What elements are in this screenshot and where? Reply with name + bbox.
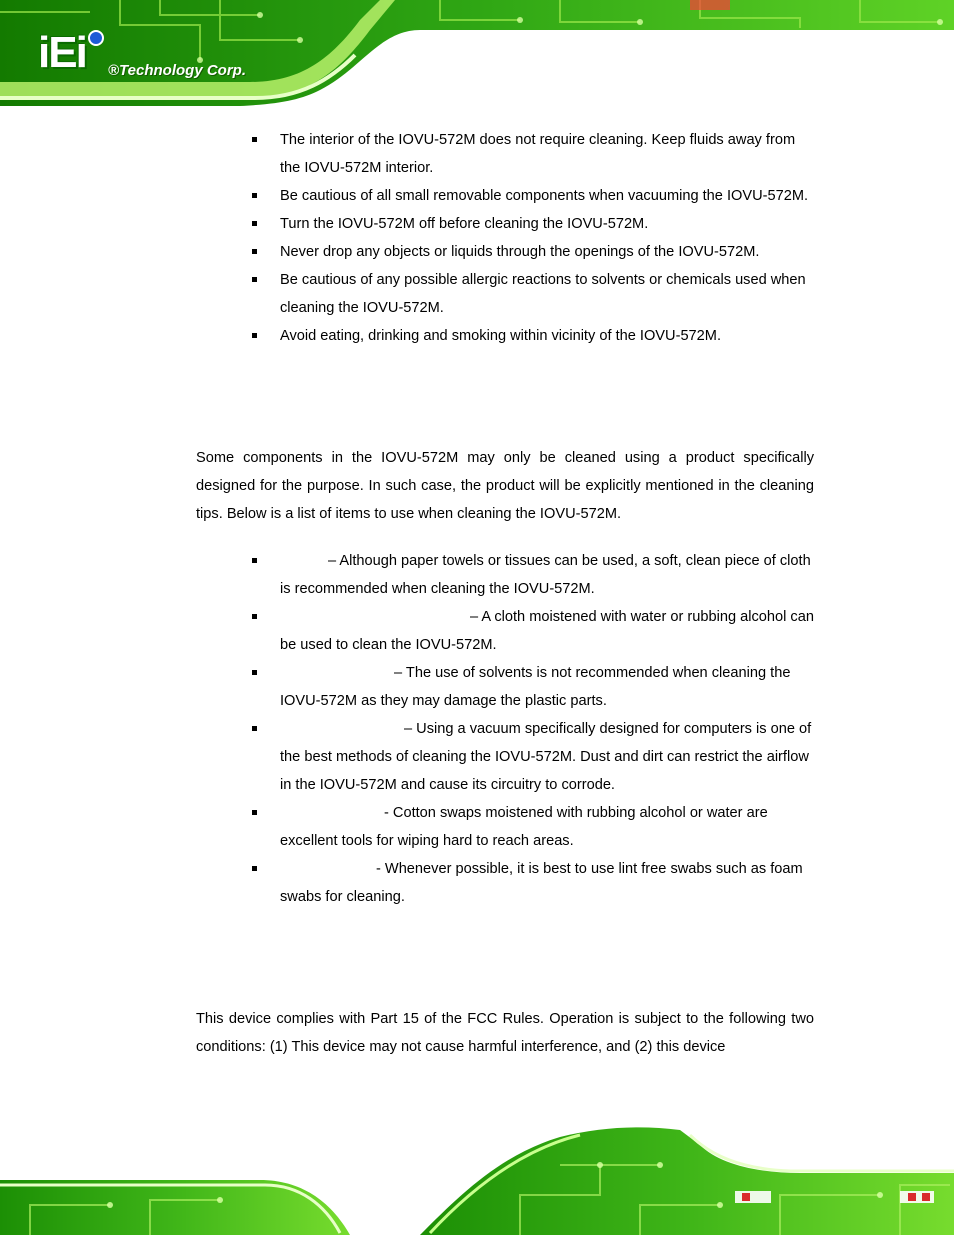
list-item: Be cautious of any possible allergic reactions to solvents or chemicals used when cleaning the IOVU-572M.	[252, 266, 817, 322]
page-footer	[0, 1125, 954, 1235]
circuit-board-footer-graphic	[0, 1125, 954, 1235]
list-item: Never drop any objects or liquids through the openings of the IOVU-572M.	[252, 238, 817, 266]
page-header	[0, 0, 954, 112]
list-item: Be cautious of all small removable components when vacuuming the IOVU-572M.	[252, 182, 817, 210]
bullet-square-icon	[252, 137, 257, 142]
list-item: Avoid eating, drinking and smoking within vicinity of the IOVU-572M.	[252, 322, 817, 350]
list-item: - Whenever possible, it is best to use lint free swabs such as foam swabs for cleaning.	[252, 855, 817, 911]
list-item: - Cotton swaps moistened with rubbing alcohol or water are excellent tools for wiping hard to reach areas.	[252, 799, 817, 855]
list-item: Turn the IOVU-572M off before cleaning the IOVU-572M.	[252, 210, 817, 238]
list-item: – Using a vacuum specifically designed for computers is one of the best methods of cleaning the IOVU-572M. Dust and dirt can restrict the airflow in the IOVU-572M and cause its circuitry to corrode.	[252, 715, 817, 799]
logo-mark: iEi	[38, 28, 86, 77]
bullet-square-icon	[252, 333, 257, 338]
bullet-square-icon	[252, 193, 257, 198]
bullet-square-icon	[252, 670, 257, 675]
list-item: – Although paper towels or tissues can be used, a soft, clean piece of cloth is recommended when cleaning the IOVU-572M.	[252, 547, 817, 603]
cleaning-precautions-list	[252, 126, 817, 350]
list-item: – A cloth moistened with water or rubbing alcohol can be used to clean the IOVU-572M.	[252, 603, 817, 659]
bullet-square-icon	[252, 614, 257, 619]
bullet-square-icon	[252, 726, 257, 731]
list-item: – The use of solvents is not recommended when cleaning the IOVU-572M as they may damage the plastic parts.	[252, 659, 817, 715]
list-item: The interior of the IOVU-572M does not require cleaning. Keep fluids away from the IOVU-572M interior.	[252, 126, 817, 182]
bullet-square-icon	[252, 277, 257, 282]
logo-dot-icon	[88, 30, 104, 46]
bullet-square-icon	[252, 558, 257, 563]
bullet-square-icon	[252, 249, 257, 254]
circuit-board-header-graphic	[0, 0, 954, 112]
cleaning-tools-list	[252, 547, 817, 911]
fcc-compliance-paragraph: This device complies with Part 15 of the FCC Rules. Operation is subject to the following two conditions: (1) This device may not cause harmful interference, and (2) this device	[196, 1011, 814, 1055]
bullet-square-icon	[252, 221, 257, 226]
logo-text: ®Technology Corp.	[108, 62, 246, 79]
cleaning-tools-intro: Some components in the IOVU-572M may only be cleaned using a product specifically designed for the purpose. In such case, the product will be explicitly mentioned in the cleaning tips. Below is a list of items to use when cleaning the IOVU-572M.	[196, 450, 814, 522]
bullet-square-icon	[252, 810, 257, 815]
bullet-square-icon	[252, 866, 257, 871]
